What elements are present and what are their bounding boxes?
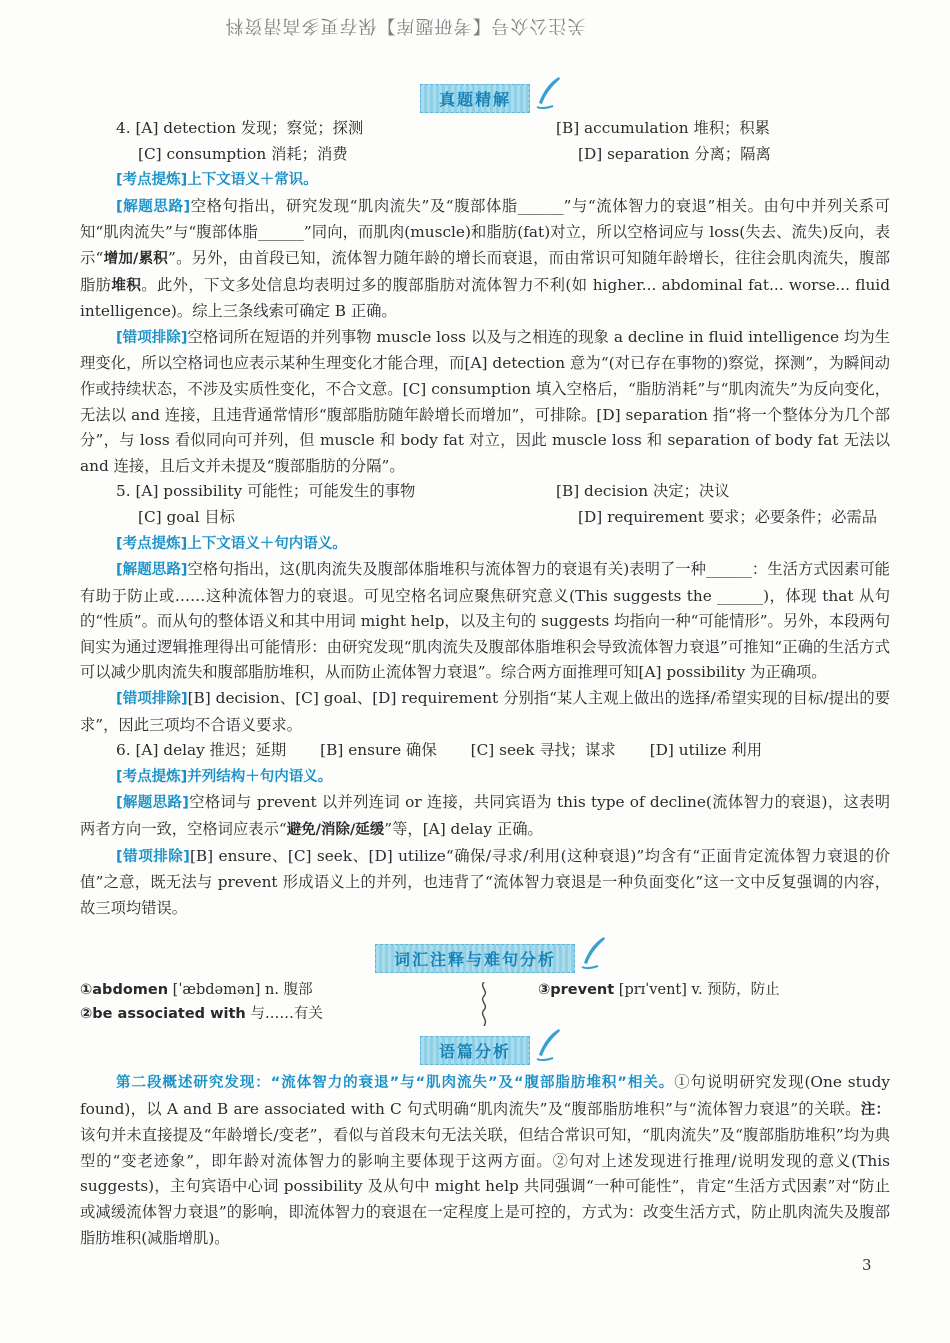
q4-approach-bold-2: 堆积 <box>111 277 142 294</box>
elim-tag: [错项排除] <box>116 329 188 346</box>
q5-option-d: [D] requirement 要求；必要条件；必需品 <box>578 507 878 526</box>
q5-approach <box>80 557 890 686</box>
q6-point <box>80 764 890 791</box>
q5-point <box>80 531 890 558</box>
q6-option-d: [D] utilize 利用 <box>649 741 763 760</box>
q4-option-d: [D] separation 分离；隔离 <box>578 144 771 163</box>
discourse-banner-wrap <box>0 1036 950 1065</box>
q4-point <box>80 167 890 194</box>
vocab-item-3 <box>538 978 890 1002</box>
q4-elimination <box>80 325 890 480</box>
discourse-note-label: 注： <box>860 1101 891 1118</box>
quill-pen-icon <box>533 1027 563 1063</box>
q5-options-row1 <box>80 479 890 505</box>
q4-approach-text-a: 空格句指出，研究发现“肌肉流失”及“腹部体脂______”与“流体智力的衰退”相关。由句中并列关系可知“肌肉流失”与“腹部体脂______”同向，而肌肉(muscle)和脂肪(fat)对立，所以空格词应与 loss(失去、流失)反向，表示“ <box>80 196 890 267</box>
discourse-section <box>80 1070 890 1251</box>
q6-approach-text-c: ”等，[A] delay 正确。 <box>384 820 543 839</box>
discourse-analysis-banner <box>420 1036 530 1065</box>
q4-option-b: [B] accumulation 堆积；积累 <box>556 119 770 137</box>
vocab-def-3: [prɪˈvent] v. 预防，防止 <box>614 982 780 998</box>
q5-elim-text: [B] decision、[C] goal、[D] requirement 分别指“某人主观上做出的选择/希望实现的目标/提出的要求”，因此三项均不合语义要求。 <box>80 689 890 734</box>
wavy-divider-icon <box>478 982 490 1026</box>
vocab-word-1: ①abdomen <box>80 982 169 998</box>
q6-elim-text: [B] ensure、[C] seek、[D] utilize“确保/寻求/利用(这种衰退)”均含有“正面肯定流体智力衰退的价值”之意，既无法与 prevent 形成语义上的并列，也违背了“流体智力衰退是一种负面变化”这一文中反复强调的内容，故三项均错误。 <box>80 846 890 917</box>
q6-approach-bold: 避免/消除/延缓 <box>286 822 385 839</box>
page-number: 3 <box>862 1256 872 1274</box>
vocab-word-3: ③prevent <box>538 982 615 998</box>
exam-banner-label: 真题精解 <box>438 90 511 109</box>
quill-pen-icon <box>533 75 563 111</box>
q4-options-row1 <box>80 116 890 142</box>
q4-elim-text: 空格词所在短语的并列事物 muscle loss 以及与之相连的现象 a decline in fluid intelligence 均为生理变化，所以空格词也应表示某种生理变化才能合理，而[A] detection 意为“(对已存在事物的)察觉，探测”，为瞬间动作或持续状态，不涉及实质性变化，不合文意。[C] consumption 填入空格后，“脂肪消耗”与“肌肉流失”为反向变化，无法以 and 连接，且违背通常情形“腹部脂肪随年龄增长而增加”，可排除。[D] separation 指“将一个整体分为几个部分”，与 loss 看似同向可并列，但 muscle 和 body fat 对立，因此 muscle loss 和 separation of body fat 无法以 and 连接，且后文并未提及“腹部脂肪的分隔”。 <box>80 327 890 475</box>
vocab-analysis-banner <box>375 944 575 973</box>
vocab-item-1 <box>80 978 460 1002</box>
approach-tag: [解题思路] <box>116 795 189 812</box>
q4-approach <box>80 194 890 325</box>
q4-approach-text-d: 。此外，下文多处信息均表明过多的腹部脂肪对流体智力不利(如 higher... abdominal fat... worse... fluid intelligence)。综上三条线索可确定 B 正确。 <box>80 275 890 321</box>
q6-option-a: 6. [A] delay 推迟；延期 <box>116 741 287 760</box>
point-tag: [考点提炼] <box>116 535 188 552</box>
q6-approach <box>80 790 890 843</box>
q6-option-b: [B] ensure 确保 <box>320 741 437 760</box>
q6-approach-text-a: 空格词与 prevent 以并列连词 or 连接，共同宾语为 this type of decline(流体智力的衰退)，这表明两者方向一致，空格词应表示“ <box>80 793 890 839</box>
approach-tag: [解题思路] <box>116 198 191 215</box>
elim-tag: [错项排除] <box>116 848 190 865</box>
q4-approach-text-c: ”。另外，由首段已知，流体智力随年龄的增长而衰退，而由常识可知随年龄增长，往往会肌肉流失，腹部脂肪 <box>80 248 891 294</box>
vocab-col-left <box>80 978 460 1026</box>
q5-elimination <box>80 686 890 738</box>
vocab-word-2: ②be associated with <box>80 1006 246 1022</box>
q5-option-c: [C] goal 目标 <box>138 507 235 526</box>
vocab-banner-label: 词汇注释与难句分析 <box>393 950 556 969</box>
vocab-def-2: 与……有关 <box>245 1006 323 1022</box>
point-tag: [考点提炼] <box>116 172 188 189</box>
q6-point-text: 并列结构＋句内语义。 <box>187 768 333 785</box>
vocab-item-2 <box>80 1002 460 1026</box>
q6-options-row <box>80 738 890 764</box>
vocab-def-1: [ˈæbdəmən] n. 腹部 <box>168 982 313 998</box>
quill-pen-icon <box>578 935 608 971</box>
approach-tag: [解题思路] <box>116 562 188 579</box>
q6-option-c: [C] seek 寻找；谋求 <box>470 741 616 760</box>
discourse-text-a: ①句说明研究发现(One study found)，以 A and B are associated with C 句式明确“肌肉流失”及“腹部脂肪堆积”与“流体智力衰退”的关联。 <box>80 1073 891 1118</box>
q4-options-row2 <box>80 142 890 168</box>
watermark: 关注公众号【考研题库】保存更多高清资料 <box>224 15 586 36</box>
q5-options-row2 <box>80 505 890 531</box>
q5-option-b: [B] decision 决定；决议 <box>556 482 730 501</box>
q4-point-text: 上下文语义＋常识。 <box>187 172 318 189</box>
q5-approach-text: 空格句指出，这(肌肉流失及腹部体脂堆积与流体智力的衰退有关)表明了一种______：生活方式因素可能有助于防止或……这种流体智力的衰退。可见空格名词应聚焦研究意义(This suggests the ______)，体现 that 从句的“性质”。而从句的整体语义和其中用词 might help，以及主句的 suggests 均指向一种“可能情形”。另外，本段两句间实为通过逻辑推理得出可能情形：由研究发现“肌肉流失及腹部体脂堆积会导致流体智力衰退”可推知“正确的生活方式可以减少肌肉流失和腹部脂肪堆积，从而防止流体智力衰退”。综合两方面推理可知[A] possibility 为正确项。 <box>80 560 890 682</box>
exam-banner-wrap <box>0 84 950 113</box>
discourse-text-b: 该句并未直接提及“年龄增长/变老”，看似与首段末句无法关联，但结合常识可知，“肌肉流失”及“腹部脂肪堆积”均为典型的“变老迹象”，即年龄对流体智力的影响主要体现于这两方面。②句对上述发现进行推理/说明发现的意义(This suggests)，主句宾语中心词 possibility 及从句中 might help 共同强调“一种可能性”，肯定“生活方式因素”对“防止或减缓流体智力衰退”的影响，即流体智力的衰退在一定程度上是可控的，方式为：改变生活方式，防止肌肉流失及腹部脂肪堆积(减脂增肌)。 <box>80 1126 890 1247</box>
exam-analysis-banner <box>420 84 530 113</box>
vocab-banner-wrap <box>0 944 950 973</box>
elim-tag: [错项排除] <box>116 691 188 708</box>
q4-option-a: 4. [A] detection 发现；察觉；探测 <box>116 119 364 137</box>
questions-section <box>80 116 890 921</box>
q4-approach-bold-1: 增加/累积 <box>103 250 169 267</box>
q5-option-a: 5. [A] possibility 可能性；可能发生的事物 <box>116 482 416 501</box>
point-tag: [考点提炼] <box>116 768 188 785</box>
vocab-col-right <box>538 978 890 1002</box>
discourse-paragraph <box>80 1070 890 1251</box>
q4-option-c: [C] consumption 消耗；消费 <box>138 144 348 163</box>
discourse-banner-label: 语篇分析 <box>438 1042 511 1061</box>
q5-point-text: 上下文语义＋句内语义。 <box>187 535 347 552</box>
discourse-lead: 第二段概述研究发现：“流体智力的衰退”与“肌肉流失”及“腹部脂肪堆积”相关。 <box>116 1075 675 1091</box>
q6-elimination <box>80 844 890 922</box>
